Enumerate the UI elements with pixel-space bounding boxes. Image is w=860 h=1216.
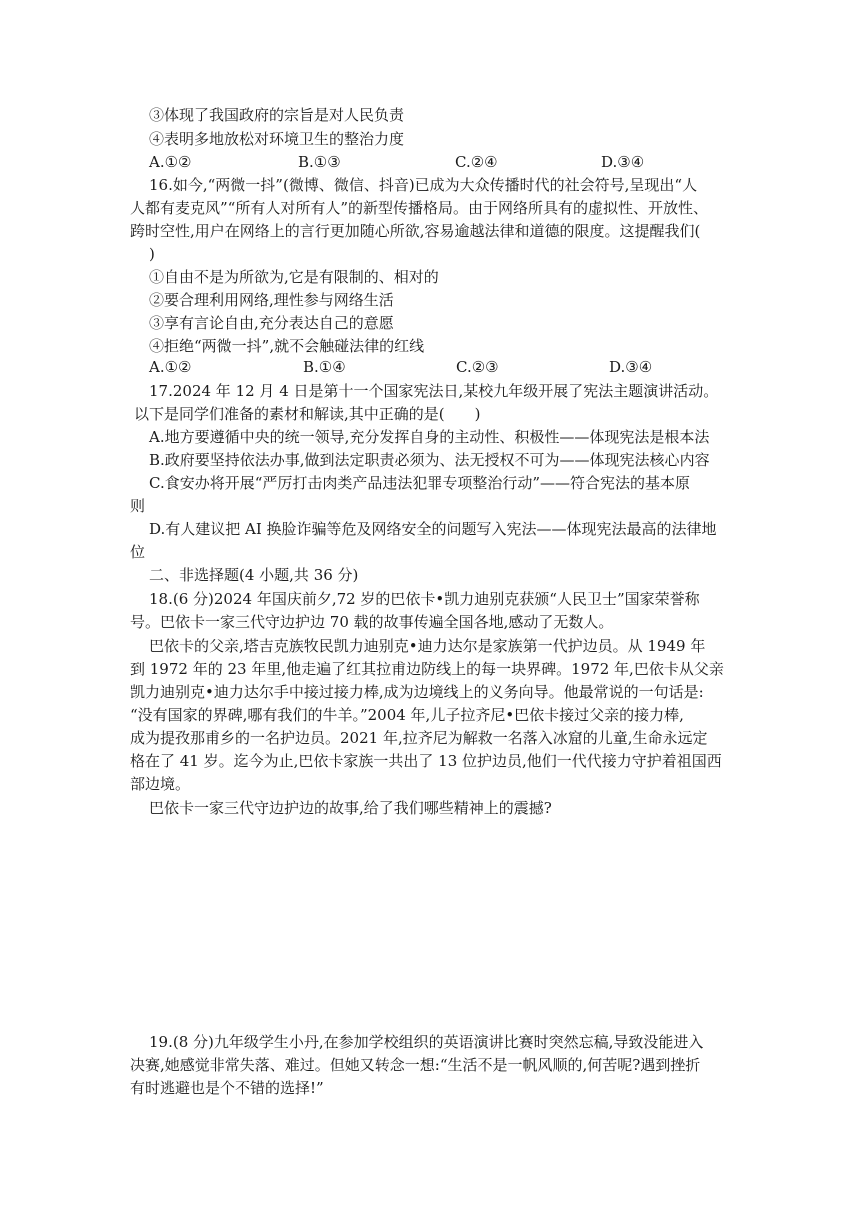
q18-stem-line-2: 号。巴依卡一家三代守边护边 70 载的故事传遍全国各地,感动了无数人。 — [130, 613, 614, 631]
q17-option-c-line-2: 则 — [130, 497, 146, 515]
q15-statement-3: ③体现了我国政府的宗旨是对人民负责 — [149, 106, 405, 124]
q18-para-line-2: 到 1972 年的 23 年里,他走遍了红其拉甫边防线上的每一块界碑。1972 年,巴依卡从父亲 — [130, 660, 724, 678]
q18-para-line-3: 凯力迪别克•迪力达尔手中接过接力棒,成为边境线上的义务向导。他最常说的一句话是: — [130, 683, 704, 701]
q18-question: 巴依卡一家三代守边护边的故事,给了我们哪些精神上的震撼? — [149, 799, 552, 817]
q16-stem-line-2: 人都有麦克风”“所有人对所有人”的新型传播格局。由于网络所具有的虚拟性、开放性、 — [130, 199, 709, 217]
q16-stem-line-3: 跨时空性,用户在网络上的言行更加随心所欲,容易逾越法律和道德的限度。这提醒我们( — [130, 222, 701, 240]
q17-option-c-line-1: C.食安办将开展“严厉打击肉类产品违法犯罪专项整治行动”——符合宪法的基本原 — [149, 474, 691, 492]
q16-statement-2: ②要合理利用网络,理性参与网络生活 — [149, 291, 394, 309]
q17-stem-line-1: 17.2024 年 12 月 4 日是第十一个国家宪法日,某校九年级开展了宪法主题演讲活动。 — [149, 382, 719, 400]
q19-stem-line-2: 决赛,她感觉非常失落、难过。但她又转念一想:“生活不是一帆风顺的,何苦呢?遇到挫折 — [130, 1056, 701, 1074]
q19-stem-line-1: 19.(8 分)九年级学生小丹,在参加学校组织的英语演讲比赛时突然忘稿,导致没能进入 — [149, 1033, 704, 1051]
q18-stem-line-1: 18.(6 分)2024 年国庆前夕,72 岁的巴依卡•凯力迪别克获颁“人民卫士”国家荣誉称 — [149, 590, 700, 608]
q18-para-line-1: 巴依卡的父亲,塔吉克族牧民凯力迪别克•迪力达尔是家族第一代护边员。从 1949 年 — [149, 637, 706, 655]
q16-statement-1: ①自由不是为所欲为,它是有限制的、相对的 — [149, 268, 439, 286]
q15-option-c: C.②④ — [455, 153, 498, 171]
q16-option-c: C.②③ — [456, 358, 499, 376]
section-heading-non-choice: 二、非选择题(4 小题,共 36 分) — [149, 566, 359, 584]
q15-option-a: A.①② — [149, 153, 192, 171]
q19-stem-line-3: 有时逃避也是个不错的选择!” — [130, 1079, 324, 1097]
q16-stem-line-4: ) — [149, 245, 155, 263]
q17-option-d-line-2: 位 — [130, 543, 146, 561]
q16-option-d: D.③④ — [609, 358, 653, 376]
q16-stem-line-1: 16.如今,“两微一抖”(微博、微信、抖音)已成为大众传播时代的社会符号,呈现出“人 — [149, 176, 698, 194]
q15-option-d: D.③④ — [601, 153, 645, 171]
q17-option-a: A.地方要遵循中央的统一领导,充分发挥自身的主动性、积极性——体现宪法是根本法 — [149, 428, 710, 446]
q15-statement-4: ④表明多地放松对环境卫生的整治力度 — [149, 130, 405, 148]
q17-option-d-line-1: D.有人建议把 AI 换脸诈骗等危及网络安全的问题写入宪法——体现宪法最高的法律地 — [149, 520, 717, 538]
q18-para-line-5: 成为提孜那甫乡的一名护边员。2021 年,拉齐尼为解救一名落入冰窟的儿童,生命永远定 — [130, 729, 708, 747]
q17-stem-line-2: 以下是同学们准备的素材和解读,其中正确的是( ) — [134, 405, 481, 423]
q16-statement-3: ③享有言论自由,充分表达自己的意愿 — [149, 314, 394, 332]
q16-option-a: A.①② — [149, 358, 192, 376]
q18-para-line-7: 部边境。 — [130, 775, 191, 793]
q17-option-b: B.政府要坚持依法办事,做到法定职责必须为、法无授权不可为——体现宪法核心内容 — [149, 451, 710, 469]
q15-option-b: B.①③ — [298, 153, 341, 171]
q18-para-line-4: “没有国家的界碑,哪有我们的牛羊。”2004 年,儿子拉齐尼•巴依卡接过父亲的接力棒, — [130, 706, 684, 724]
q18-para-line-6: 格在了 41 岁。迄今为止,巴依卡家族一共出了 13 位护边员,他们一代代接力守护着祖国西 — [130, 752, 722, 770]
q16-statement-4: ④拒绝“两微一抖”,就不会触碰法律的红线 — [149, 337, 425, 355]
q16-option-b: B.①④ — [303, 358, 346, 376]
